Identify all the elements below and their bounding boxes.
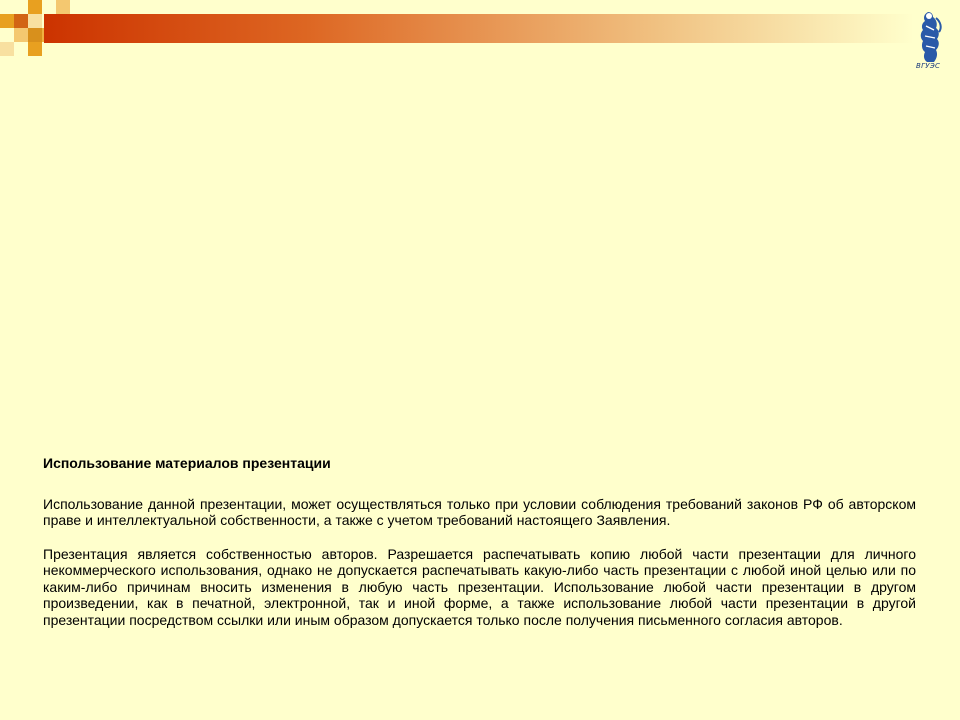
notice-heading: Использование материалов презентации — [43, 455, 331, 471]
deco-square — [28, 14, 42, 28]
deco-square — [0, 42, 14, 56]
notice-paragraph-2: Презентация является собственностью авторов. Разрешается распечатывать копию любой части презентации для личного некоммерческого использования, однако не допускается распечатывать какую-либо часть презентации с любой иной целью или по каким-либо причинам вносить изменения в любую часть презентации. Использование любой части презентации в другом произведении, как в печатной, электронной, так и иной форме, а также использование любой части презентации в другой презентации посредством ссылки или иным образом допускается только после получения письменного согласия авторов. — [43, 545, 916, 628]
deco-square — [56, 0, 70, 14]
usage-notice — [43, 455, 916, 645]
deco-square — [28, 28, 42, 42]
notice-paragraph-1: Использование данной презентации, может осуществляться только при условии соблюдения требований законов РФ об авторском праве и интеллектуальной собственности, а также с учетом требований настоящего Заявления. — [43, 495, 916, 528]
deco-square — [14, 28, 28, 42]
deco-square — [0, 14, 14, 28]
deco-square — [28, 42, 42, 56]
deco-square — [28, 0, 42, 14]
header-gradient-bar — [44, 14, 914, 43]
logo-caption: ВГУЭС — [916, 62, 941, 70]
deco-square — [14, 14, 28, 28]
